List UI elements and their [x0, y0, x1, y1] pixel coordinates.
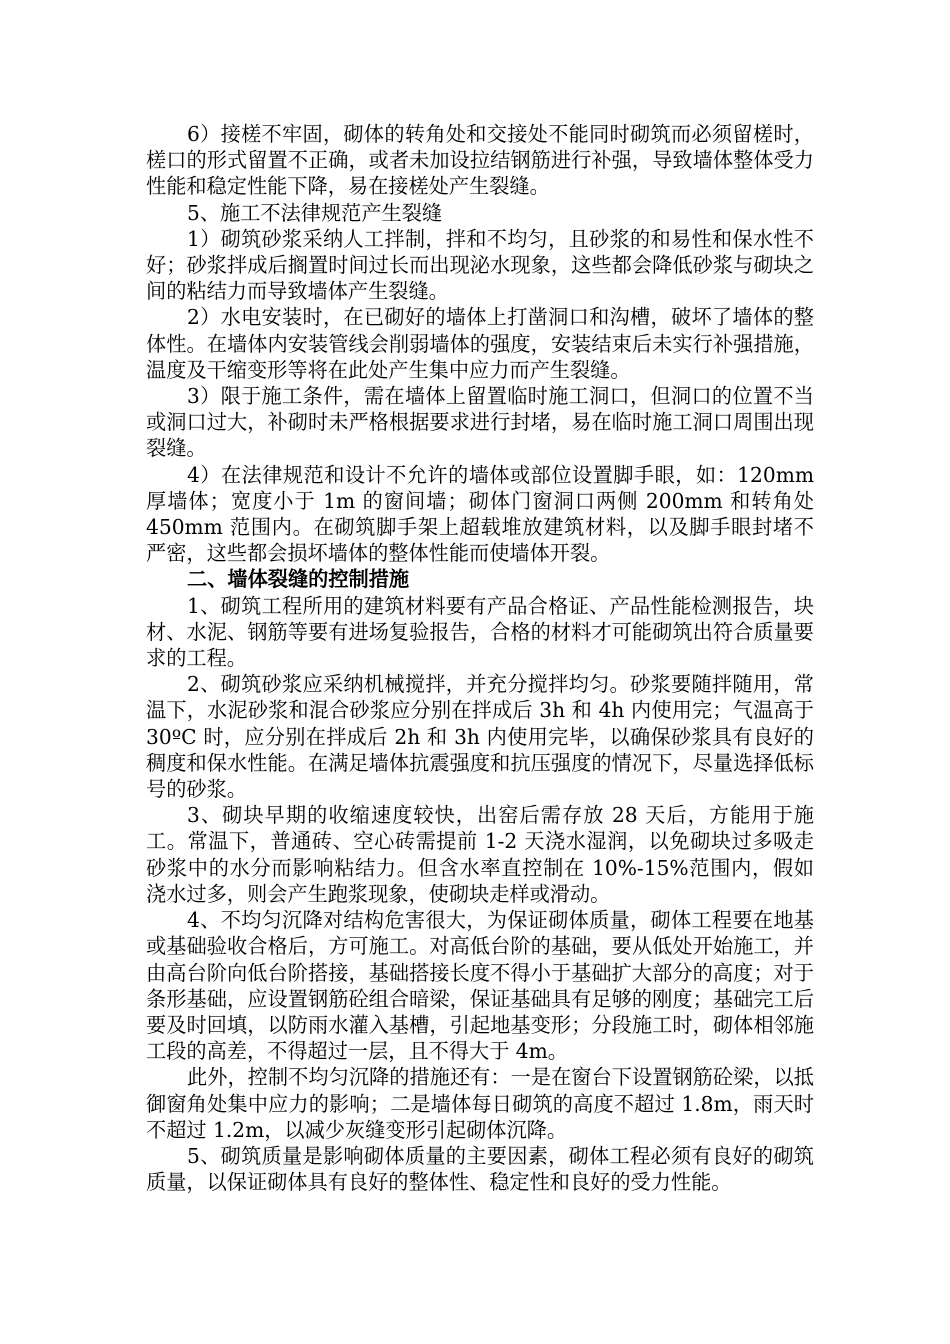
paragraph-scaffold-holes: 4）在法律规范和设计不允许的墙体或部位设置脚手眼，如：120mm 厚墙体；宽度小于 1m 的窗间墙；砌体门窗洞口两侧 200mm 和转角处 450mm 范围内。在砌筑脚手架上超载堆放建筑材料，以及脚手眼封堵不严密，这些都会损坏墙体的整体性能而使墙体开裂。: [146, 462, 814, 566]
section-heading-control-measures: 二、墙体裂缝的控制措施: [187, 567, 410, 592]
paragraph-mortar-manual-mixing: 1）砌筑砂浆采纳人工拌制，拌和不均匀，且砂浆的和易性和保水性不好；砂浆拌成后搁置时间过长而出现泌水现象，这些都会降低砂浆与砌块之间的粘结力而导致墙体产生裂缝。: [146, 226, 814, 304]
paragraph-block-shrinkage: 3、砌块早期的收缩速度较快，出窑后需存放 28 天后，方能用于施工。常温下，普通砖、空心砖需提前 1-2 天浇水湿润，以免砌块过多吸走砂浆中的水分而影响粘结力。但含水率直控制在 10%-15%范围内，假如浇水过多，则会产生跑浆现象，使砌块走样或滑动。: [146, 803, 814, 906]
paragraph-additional-measures: 此外，控制不均匀沉降的措施还有：一是在窗台下设置钢筋砼梁，以抵御窗角处集中应力的影响；二是墙体每日砌筑的高度不超过 1.8m，雨天时不超过 1.2m，以减少灰缝变形引起砌体沉降。: [146, 1065, 814, 1142]
paragraph-masonry-quality: 5、砌筑质量是影响砌体质量的主要因素，砌体工程必须有良好的砌筑质量，以保证砌体具有良好的整体性、稳定性和良好的受力性能。: [146, 1143, 814, 1195]
paragraph-joint-stubble: 6）接槎不牢固，砌体的转角处和交接处不能同时砌筑而必须留槎时，槎口的形式留置不正确，或者未加设拉结钢筋进行补强，导致墙体整体受力性能和稳定性能下降，易在接槎处产生裂缝。: [146, 122, 814, 199]
section-heading-construction-cracks: 5、施工不法律规范产生裂缝: [187, 200, 443, 225]
paragraph-material-certificates: 1、砌筑工程所用的建筑材料要有产品合格证、产品性能检测报告，块材、水泥、钢筋等要有进场复验报告，合格的材料才可能砌筑出符合质量要求的工程。: [146, 593, 814, 671]
paragraph-uneven-settlement: 4、不均匀沉降对结构危害很大，为保证砌体质量，砌体工程要在地基或基础验收合格后，方可施工。对高低台阶的基础，要从低处开始施工，并由高台阶向低台阶搭接，基础搭接长度不得小于基础扩大部分的高度；对于条形基础，应设置钢筋砼组合暗梁，保证基础具有足够的刚度；基础完工后要及时回填，以防雨水灌入基槽，引起地基变形；分段施工时，砌体相邻施工段的高差，不得超过一层，且不得大于 4m。: [146, 908, 814, 1064]
paragraph-temporary-openings: 3）限于施工条件，需在墙体上留置临时施工洞口，但洞口的位置不当或洞口过大，补砌时未严格根据要求进行封堵，易在临时施工洞口周围出现裂缝。: [146, 384, 814, 461]
paragraph-mechanical-mixing: 2、砌筑砂浆应采纳机械搅拌，并充分搅拌均匀。砂浆要随拌随用，常温下，水泥砂浆和混合砂浆应分别在拌成后 3h 和 4h 内使用完；气温高于 30ºC 时，应分别在拌成后 2h 和 3h 内使用完毕，以确保砂浆具有良好的稠度和保水性能。在满足墙体抗震强度和抗压强度的情况下，尽量选择低标号的砂浆。: [146, 672, 814, 802]
paragraph-plumbing-electrical: 2）水电安装时，在已砌好的墙体上打凿洞口和沟槽，破坏了墙体的整体性。在墙体内安装管线会削弱墙体的强度，安装结束后未实行补强措施，温度及干缩变形等将在此处产生集中应力而产生裂缝。: [146, 305, 814, 382]
document-body: [146, 121, 814, 1195]
